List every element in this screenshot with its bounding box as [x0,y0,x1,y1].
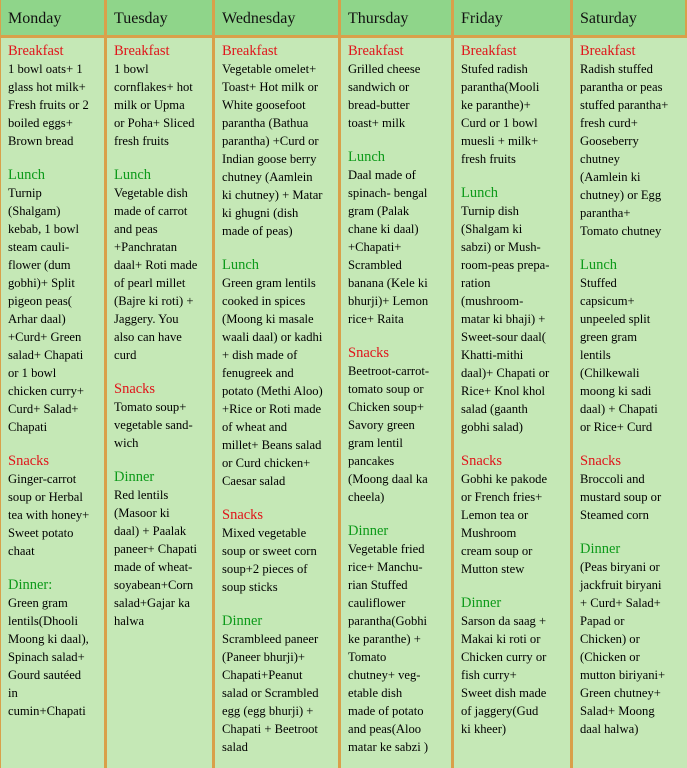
meal-item-line: bhurji)+ Lemon [348,294,429,308]
meal-item-line: waali daal) or kadhi [222,330,323,344]
meal-item-line: fenugreek and [222,366,294,380]
meal-item-line: salad+ Chapati [8,348,84,362]
meal-item-line: Green gram lentils [222,276,316,290]
meal-item-line: sabzi) or Mush- [461,240,541,254]
meal-item-line: cream soup or [461,544,533,558]
meal-item-line: pancakes [348,454,395,468]
day-header-monday: Monday [1,0,107,38]
day-header-tuesday: Tuesday [107,0,215,38]
meal-item-line: (Moong daal ka [348,472,428,486]
meal-section-title: Lunch [461,185,499,201]
meal-section [114,42,212,150]
day-column-wednesday [215,38,341,768]
meal-section-title: Lunch [348,149,386,165]
meal-item-line: daal)+ Chapati or [461,366,550,380]
meal-item-line: (mushroom- [461,294,524,308]
meal-section [580,540,687,738]
meal-section [114,468,212,630]
meal-item-line: (Masoor ki [114,506,170,520]
meal-item-line: parantha(Mooli [461,80,540,94]
meal-item-line: (Bajre ki roti) + [114,294,194,308]
meal-section-title: Snacks [461,453,503,469]
meal-item-line: ki ghugni (dish [222,206,299,220]
meal-section-title: Dinner [580,541,621,557]
meal-section [461,42,570,168]
meal-item-line: daal+ Roti made [114,258,198,272]
meal-item-line: (Aamlein ki [580,170,641,184]
meal-section [461,594,570,738]
meal-item-line: etable dish [348,686,403,700]
meal-section [8,42,104,150]
meal-section-title: Breakfast [348,43,404,59]
meal-item-line: gram (Palak [348,204,410,218]
meal-item-line: Gobhi ke pakode [461,472,548,486]
meal-item-line: also can have [114,330,182,344]
meal-item-line: chane ki daal) [348,222,419,236]
meal-item-line: spinach- bengal [348,186,428,200]
meal-item-line: Papad or [580,614,625,628]
meal-item-line: curd [114,348,137,362]
meal-section [222,42,338,240]
meal-item-line: + dish made of [222,348,298,362]
meal-item-line: soup+2 pieces of [222,562,308,576]
meal-item-line: Savory green [348,418,415,432]
meal-item-line: room-peas prepa- [461,258,550,272]
meal-item-line: halwa [114,614,145,628]
meal-item-line: fresh fruits [461,152,516,166]
meal-item-line: gobhi)+ Split [8,276,75,290]
meal-item-line: gobhi salad) [461,420,523,434]
meal-section [580,42,687,240]
meal-section [580,256,687,436]
meal-section-title: Dinner [461,595,502,611]
meal-item-line: fresh fruits [114,134,169,148]
meal-item-line: 1 bowl oats+ 1 [8,62,83,76]
meal-item-line: Toast+ Hot milk or [222,80,319,94]
day-header-saturday: Saturday [573,0,687,38]
meal-item-line: gram lentil [348,436,403,450]
meal-item-line: matar ki bhaji) + [461,312,546,326]
meal-item-line: capsicum+ [580,294,635,308]
meal-item-line: cumin+Chapati [8,704,86,718]
meal-item-line: green gram [580,330,637,344]
meal-section-title: Dinner [348,523,389,539]
meal-item-line: White goosefoot [222,98,306,112]
meal-item-line: millet+ Beans salad [222,438,322,452]
day-header-friday: Friday [454,0,573,38]
meal-item-line: Turnip [8,186,42,200]
meal-item-line: Fresh fruits or 2 [8,98,89,112]
meal-item-line: flower (dum [8,258,71,272]
meal-item-line: Mutton stew [461,562,525,576]
meal-item-line: salad (gaanth [461,402,528,416]
meal-item-line: Red lentils [114,488,169,502]
meal-item-line: Chicken curry or [461,650,547,664]
meal-section-title: Breakfast [580,43,636,59]
meal-section [348,522,451,756]
meal-section-title: Snacks [348,345,390,361]
meal-section [8,166,104,436]
meal-section-title: Lunch [114,167,152,183]
meal-item-line: made of carrot [114,204,188,218]
meal-item-line: Gooseberry [580,134,639,148]
meal-section [580,452,687,524]
meal-item-line: fresh curd+ [580,116,638,130]
meal-item-line: +Rice or Roti made [222,402,322,416]
meal-item-line: parantha+ [580,206,631,220]
meal-item-line: rice+ Raita [348,312,404,326]
meal-item-line: chaat [8,544,35,558]
meal-item-line: Grilled cheese [348,62,421,76]
meal-item-line: Turnip dish [461,204,519,218]
meal-item-line: + Curd+ Salad+ [580,596,661,610]
meal-item-line: Green gram [8,596,68,610]
day-column-tuesday [107,38,215,768]
meal-item-line: soyabean+Corn [114,578,194,592]
meal-item-line: +Chapati+ [348,240,402,254]
meal-item-line: Sarson da saag + [461,614,547,628]
meal-item-line: Mixed vegetable [222,526,307,540]
meal-item-line: milk or Upma [114,98,185,112]
meal-item-line: chutney+ veg- [348,668,421,682]
meal-item-line: kebab, 1 bowl [8,222,79,236]
meal-item-line: Indian goose berry [222,152,317,166]
meal-item-line: glass hot milk+ [8,80,86,94]
meal-item-line: toast+ milk [348,116,406,130]
meal-section-title: Snacks [114,381,156,397]
meal-item-line: chutney (Aamlein [222,170,313,184]
meal-section-title: Lunch [222,257,260,273]
meal-section-title: Breakfast [461,43,517,59]
meal-item-line: daal halwa) [580,722,639,736]
meal-item-line: Rice+ Knol khol [461,384,546,398]
meal-item-line: Moong ki daal), [8,632,89,646]
meal-item-line: ki chutney) + Matar [222,188,323,202]
meal-item-line: parantha (Bathua [222,116,309,130]
meal-section [461,184,570,436]
meal-section-title: Breakfast [8,43,64,59]
meal-item-line: ration [461,276,491,290]
meal-item-line: Makai ki roti or [461,632,541,646]
meal-item-line: cooked in spices [222,294,306,308]
meal-section-title: Breakfast [114,43,170,59]
meal-item-line: Arhar daal) [8,312,66,326]
meal-item-line: rian Stuffed [348,578,408,592]
meal-section [114,166,212,364]
meal-section [348,148,451,328]
meal-item-line: bread-butter [348,98,410,112]
day-header-wednesday: Wednesday [215,0,341,38]
meal-item-line: cauliflower [348,596,406,610]
meal-item-line: daal) + Paalak [114,524,187,538]
meal-item-line: Tomato soup+ [114,400,187,414]
meal-item-line: vegetable sand- [114,418,193,432]
meal-item-line: +Curd+ Green [8,330,82,344]
meal-item-line: and peas(Aloo [348,722,422,736]
meal-item-line: Daal made of [348,168,416,182]
meal-item-line: Tomato chutney [580,224,662,238]
meal-item-line: wich [114,436,139,450]
meal-section-title: Lunch [8,167,46,183]
meal-item-line: soup or sweet corn [222,544,317,558]
meal-item-line: (Shalgam) [8,204,61,218]
meal-item-line: in [8,686,18,700]
meal-item-line: or Curd chicken+ [222,456,311,470]
meal-item-line: muesli + milk+ [461,134,539,148]
meal-item-line: tea with honey+ [8,508,90,522]
meal-item-line: mutton biriyani+ [580,668,666,682]
meal-section [461,452,570,578]
meal-item-line: and peas [114,222,158,236]
meal-item-line: lentils(Dhooli [8,614,78,628]
meal-item-line: of pearl millet [114,276,186,290]
meal-section-title: Dinner [114,469,155,485]
meal-item-line: ki kheer) [461,722,507,736]
meal-section-title: Lunch [580,257,618,273]
meal-item-line: fish curry+ [461,668,517,682]
meal-item-line: matar ke sabzi ) [348,740,429,754]
meal-item-line: of wheat and [222,420,288,434]
meal-item-line: 1 bowl [114,62,149,76]
meal-item-line: soup or Herbal [8,490,83,504]
meal-item-line: Scrambleed paneer [222,632,319,646]
meal-section [8,452,104,560]
meal-section [114,380,212,452]
meal-item-line: Beetroot-carrot- [348,364,430,378]
meal-item-line: (Chilkewali [580,366,640,380]
meal-item-line: moong ki sadi [580,384,652,398]
meal-item-line: chutney) or Egg [580,188,662,202]
meal-item-line: jackfruit biryani [580,578,662,592]
meal-item-line: Mushroom [461,526,517,540]
meal-item-line: tomato soup or [348,382,424,396]
meal-item-line: Radish stuffed [580,62,653,76]
day-column-monday [1,38,107,768]
day-header-thursday: Thursday [341,0,454,38]
meal-item-line: banana (Kele ki [348,276,428,290]
meal-item-line: sandwich or [348,80,410,94]
meal-item-line: lentils [580,348,611,362]
meal-item-line: or French fries+ [461,490,543,504]
meal-section [8,576,104,720]
meal-item-line: Brown bread [8,134,74,148]
meal-item-line: cornflakes+ hot [114,80,193,94]
meal-item-line: cheela) [348,490,385,504]
meal-item-line: mustard soup or [580,490,662,504]
meal-item-line: Stufed radish [461,62,528,76]
meal-item-line: (Peas biryani or [580,560,660,574]
meal-item-line: Chapati + Beetroot [222,722,318,736]
meal-item-line: Vegetable omelet+ [222,62,317,76]
meal-item-line: egg (egg bhurji) + [222,704,314,718]
meal-item-line: potato (Methi Aloo) [222,384,323,398]
meal-item-line: Sweet potato [8,526,74,540]
meal-item-line: Steamed corn [580,508,649,522]
meal-item-line: (Paneer bhurji)+ [222,650,305,664]
meal-item-line: soup sticks [222,580,278,594]
meal-section-title: Snacks [580,453,622,469]
meal-item-line: salad [222,740,248,754]
meal-item-line: ke paranthe) + [348,632,421,646]
meal-item-line: Tomato [348,650,387,664]
meal-item-line: Curd+ Salad+ [8,402,79,416]
meal-item-line: Sweet-sour daal( [461,330,546,344]
meal-item-line: pigeon peas( [8,294,72,308]
meal-item-line: unpeeled split [580,312,651,326]
meal-item-line: (Chicken or [580,650,640,664]
meal-item-line: steam cauli- [8,240,70,254]
meal-item-line: or 1 bowl [8,366,57,380]
meal-section [222,612,338,756]
meal-item-line: (Moong ki masale [222,312,314,326]
meal-item-line: parantha) +Curd or [222,134,319,148]
meal-item-line: Khatti-mithi [461,348,524,362]
meal-section [348,344,451,506]
meal-section-title: Dinner [222,613,263,629]
meal-item-line: ke paranthe)+ [461,98,531,112]
meal-item-line: or Poha+ Sliced [114,116,195,130]
meal-item-line: Chapati [8,420,48,434]
meal-item-line: +Panchratan [114,240,178,254]
meal-item-line: Stuffed [580,276,617,290]
day-column-friday [454,38,573,768]
day-column-saturday [573,38,687,768]
meal-item-line: Scrambled [348,258,402,272]
meal-item-line: rice+ Manchu- [348,560,423,574]
meal-item-line: parantha(Gobhi [348,614,428,628]
meal-item-line: parantha or peas [580,80,663,94]
meal-item-line: Jaggery. You [114,312,179,326]
meal-item-line: chicken curry+ [8,384,84,398]
meal-item-line: Spinach salad+ [8,650,85,664]
meal-section-title: Snacks [8,453,50,469]
meal-item-line: salad+Gajar ka [114,596,190,610]
meal-item-line: Caesar salad [222,474,286,488]
meal-item-line: made of wheat- [114,560,193,574]
meal-item-line: made of potato [348,704,424,718]
meal-item-line: Gourd sautéed [8,668,82,682]
meal-item-line: or Rice+ Curd [580,420,653,434]
meal-item-line: boiled eggs+ [8,116,73,130]
meal-item-line: Ginger-carrot [8,472,77,486]
meal-item-line: Chicken soup+ [348,400,425,414]
meal-item-line: Lemon tea or [461,508,529,522]
meal-section [222,506,338,596]
meal-section-title: Breakfast [222,43,278,59]
meal-item-line: Broccoli and [580,472,645,486]
meal-item-line: made of peas) [222,224,293,238]
meal-item-line: Vegetable fried [348,542,425,556]
meal-item-line: Chapati+Peanut [222,668,303,682]
meal-item-line: Curd or 1 bowl [461,116,538,130]
meal-section [222,256,338,490]
meal-item-line: Salad+ Moong [580,704,655,718]
meal-section-title: Snacks [222,507,264,523]
meal-item-line: stuffed parantha+ [580,98,669,112]
meal-item-line: Vegetable dish [114,186,188,200]
meal-item-line: Chicken) or [580,632,640,646]
meal-item-line: (Shalgam ki [461,222,523,236]
meal-section-title: Dinner: [8,577,53,593]
meal-item-line: chutney [580,152,620,166]
meal-item-line: Green chutney+ [580,686,661,700]
day-column-thursday [341,38,454,768]
meal-item-line: of jaggery(Gud [461,704,539,718]
meal-item-line: paneer+ Chapati [114,542,197,556]
meal-item-line: daal) + Chapati [580,402,658,416]
meal-item-line: salad or Scrambled [222,686,319,700]
meal-section [348,42,451,132]
meal-item-line: Sweet dish made [461,686,547,700]
